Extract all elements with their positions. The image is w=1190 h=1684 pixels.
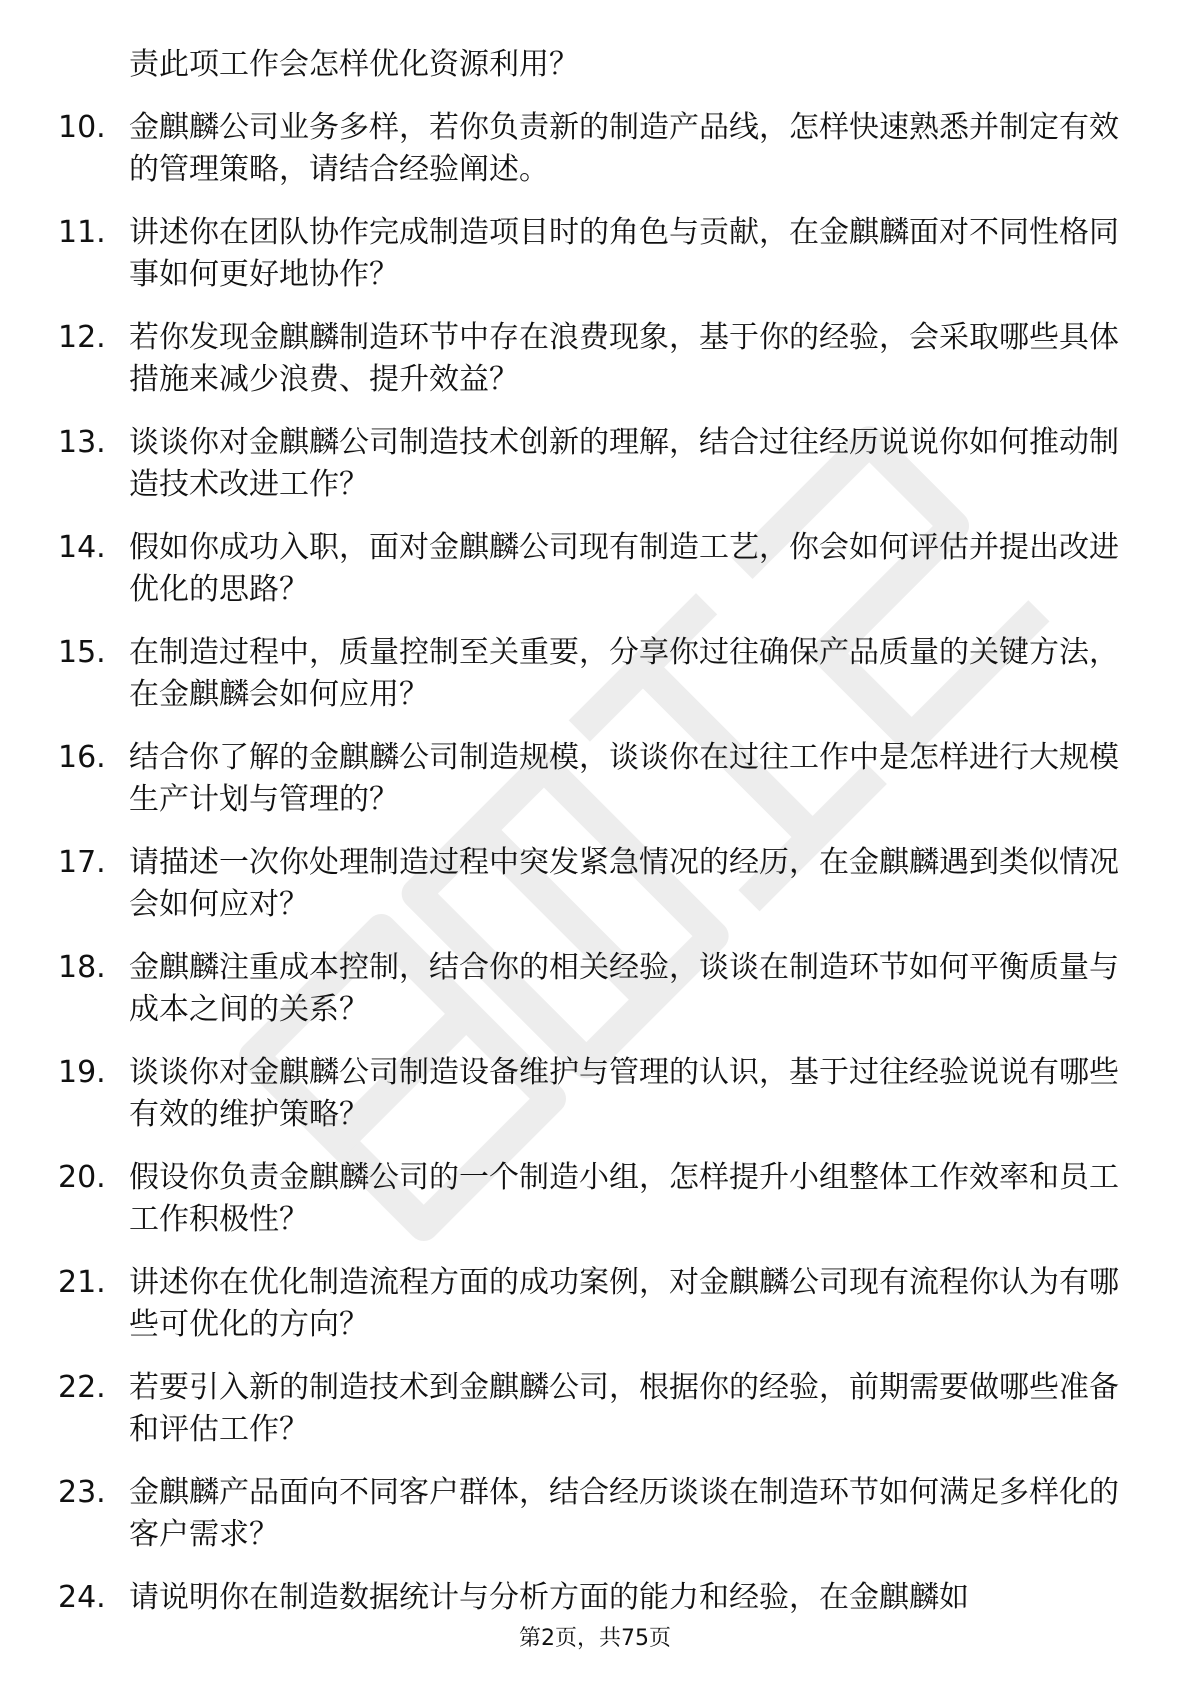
question-text: 请描述一次你处理制造过程中突发紧急情况的经历，在金麒麟遇到类似情况会如何应对？ [129, 845, 1119, 922]
question-number: 23. [58, 1475, 106, 1510]
question-item [0, 1157, 1190, 1241]
question-text: 在制造过程中，质量控制至关重要，分享你过往确保产品质量的关键方法，在金麒麟会如何应用？ [129, 635, 1119, 712]
question-text: 金麒麟公司业务多样，若你负责新的制造产品线，怎样快速熟悉并制定有效的管理策略，请结合经验阐述。 [129, 110, 1119, 187]
page-number-footer: 第2页，共75页 [519, 1626, 671, 1651]
question-item [0, 1052, 1190, 1136]
question-item [0, 212, 1190, 296]
question-text: 若你发现金麒麟制造环节中存在浪费现象，基于你的经验，会采取哪些具体措施来减少浪费、提升效益？ [129, 320, 1119, 397]
continuation-text: 责此项工作会怎样优化资源利用？ [129, 47, 579, 82]
question-number: 20. [58, 1160, 106, 1195]
question-item [0, 842, 1190, 926]
question-text: 假如你成功入职，面对金麒麟公司现有制造工艺，你会如何评估并提出改进优化的思路？ [129, 530, 1119, 607]
question-item [0, 527, 1190, 611]
question-number: 10. [58, 110, 106, 145]
question-item [0, 632, 1190, 716]
question-item [0, 737, 1190, 821]
question-number: 16. [58, 740, 106, 775]
question-item [0, 1367, 1190, 1451]
question-text: 谈谈你对金麒麟公司制造设备维护与管理的认识，基于过往经验说说有哪些有效的维护策略？ [129, 1055, 1119, 1132]
question-text: 金麒麟产品面向不同客户群体，结合经历谈谈在制造环节如何满足多样化的客户需求？ [129, 1475, 1119, 1552]
question-number: 22. [58, 1370, 106, 1405]
question-item [0, 1262, 1190, 1346]
question-item [0, 107, 1190, 191]
question-number: 11. [58, 215, 106, 250]
question-number: 14. [58, 530, 106, 565]
question-item [0, 422, 1190, 506]
question-text: 请说明你在制造数据统计与分析方面的能力和经验，在金麒麟如 [129, 1580, 969, 1615]
question-number: 19. [58, 1055, 106, 1090]
question-text: 假设你负责金麒麟公司的一个制造小组，怎样提升小组整体工作效率和员工工作积极性？ [129, 1160, 1119, 1237]
question-text: 谈谈你对金麒麟公司制造技术创新的理解，结合过往经历说说你如何推动制造技术改进工作？ [129, 425, 1119, 502]
question-number: 24. [58, 1580, 106, 1615]
question-item [0, 1577, 1190, 1619]
question-list [0, 44, 1190, 1619]
question-number: 21. [58, 1265, 106, 1300]
question-number: 13. [58, 425, 106, 460]
question-text: 结合你了解的金麒麟公司制造规模，谈谈你在过往工作中是怎样进行大规模生产计划与管理的？ [129, 740, 1119, 817]
question-number: 15. [58, 635, 106, 670]
question-item [0, 947, 1190, 1031]
question-text: 金麒麟注重成本控制，结合你的相关经验，谈谈在制造环节如何平衡质量与成本之间的关系？ [129, 950, 1119, 1027]
question-item [0, 1472, 1190, 1556]
question-number: 17. [58, 845, 106, 880]
question-number: 18. [58, 950, 106, 985]
question-text: 讲述你在优化制造流程方面的成功案例，对金麒麟公司现有流程你认为有哪些可优化的方向？ [129, 1265, 1119, 1342]
question-text: 若要引入新的制造技术到金麒麟公司，根据你的经验，前期需要做哪些准备和评估工作？ [129, 1370, 1119, 1447]
question-number: 12. [58, 320, 106, 355]
question-item [0, 317, 1190, 401]
question-text: 讲述你在团队协作完成制造项目时的角色与贡献，在金麒麟面对不同性格同事如何更好地协作？ [129, 215, 1119, 292]
